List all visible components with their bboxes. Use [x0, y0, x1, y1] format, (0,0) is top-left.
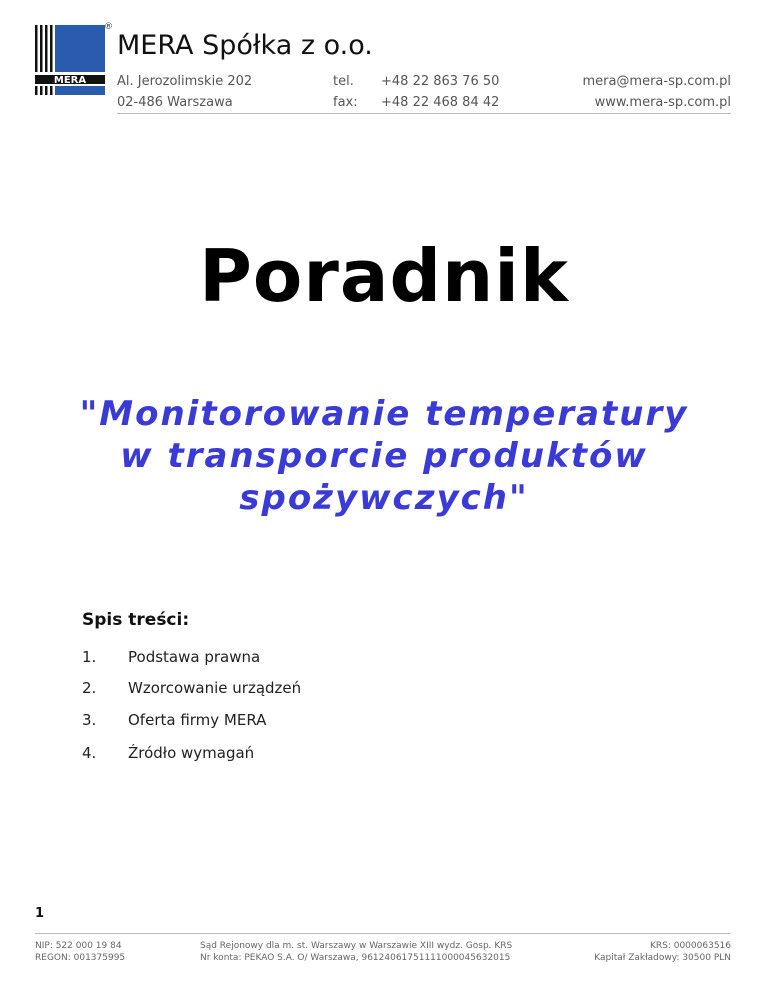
toc-item-number: 4.	[82, 744, 97, 762]
email-link[interactable]: mera@mera-sp.com.pl	[582, 74, 731, 89]
bank-account: Nr konta: PEKAO S.A. O/ Warszawa, 96124061751111000045632015	[200, 953, 511, 963]
fax-number: +48 22 468 84 42	[381, 95, 500, 110]
header-divider	[117, 113, 731, 114]
address-block	[117, 71, 252, 113]
regon-number: REGON: 001375995	[35, 953, 126, 963]
footer-company-info	[594, 940, 731, 964]
logo-text: MERA	[53, 74, 87, 86]
mera-logo	[35, 25, 105, 95]
court-info: Sąd Rejonowy dla m. st. Warszawy w Warszawie XIII wydz. Gosp. KRS	[200, 941, 513, 951]
subtitle-line: w transporcie produktów	[120, 436, 648, 476]
toc-item-number: 3.	[82, 711, 97, 729]
footer-tax-ids	[35, 940, 125, 964]
page-number: 1	[35, 906, 45, 921]
toc-item-label: Podstawa prawna	[128, 648, 261, 666]
document-subtitle	[0, 393, 768, 519]
company-name: MERA Spółka z o.o.	[117, 30, 373, 61]
address-city: 02-486 Warszawa	[117, 95, 233, 110]
toc-item-label: Źródło wymagań	[128, 744, 255, 762]
toc-heading: Spis treści:	[82, 610, 190, 630]
footer-divider	[35, 933, 731, 934]
tel-label: tel.	[333, 74, 354, 89]
contact-numbers	[381, 71, 499, 113]
subtitle-line: spożywczych"	[239, 478, 529, 518]
share-capital: Kapitał Zakładowy: 30500 PLN	[594, 953, 731, 963]
toc-item-label: Wzorcowanie urządzeń	[128, 679, 302, 697]
website-link[interactable]: www.mera-sp.com.pl	[594, 95, 731, 110]
document-title: Poradnik	[199, 234, 569, 318]
contact-labels	[333, 71, 358, 113]
address-street: Al. Jerozolimskie 202	[117, 74, 253, 89]
toc-item-number: 1.	[82, 648, 97, 666]
toc-item-label: Oferta firmy MERA	[128, 711, 267, 729]
footer-registration	[200, 940, 512, 964]
krs-number: KRS: 0000063516	[649, 941, 731, 951]
registered-mark: ®	[104, 22, 113, 32]
toc-item-number: 2.	[82, 679, 97, 697]
subtitle-line: "Monitorowanie temperatury	[79, 394, 689, 434]
online-contact	[582, 71, 731, 113]
tel-number: +48 22 863 76 50	[381, 74, 500, 89]
fax-label: fax:	[333, 95, 358, 110]
nip-number: NIP: 522 000 19 84	[35, 941, 122, 951]
